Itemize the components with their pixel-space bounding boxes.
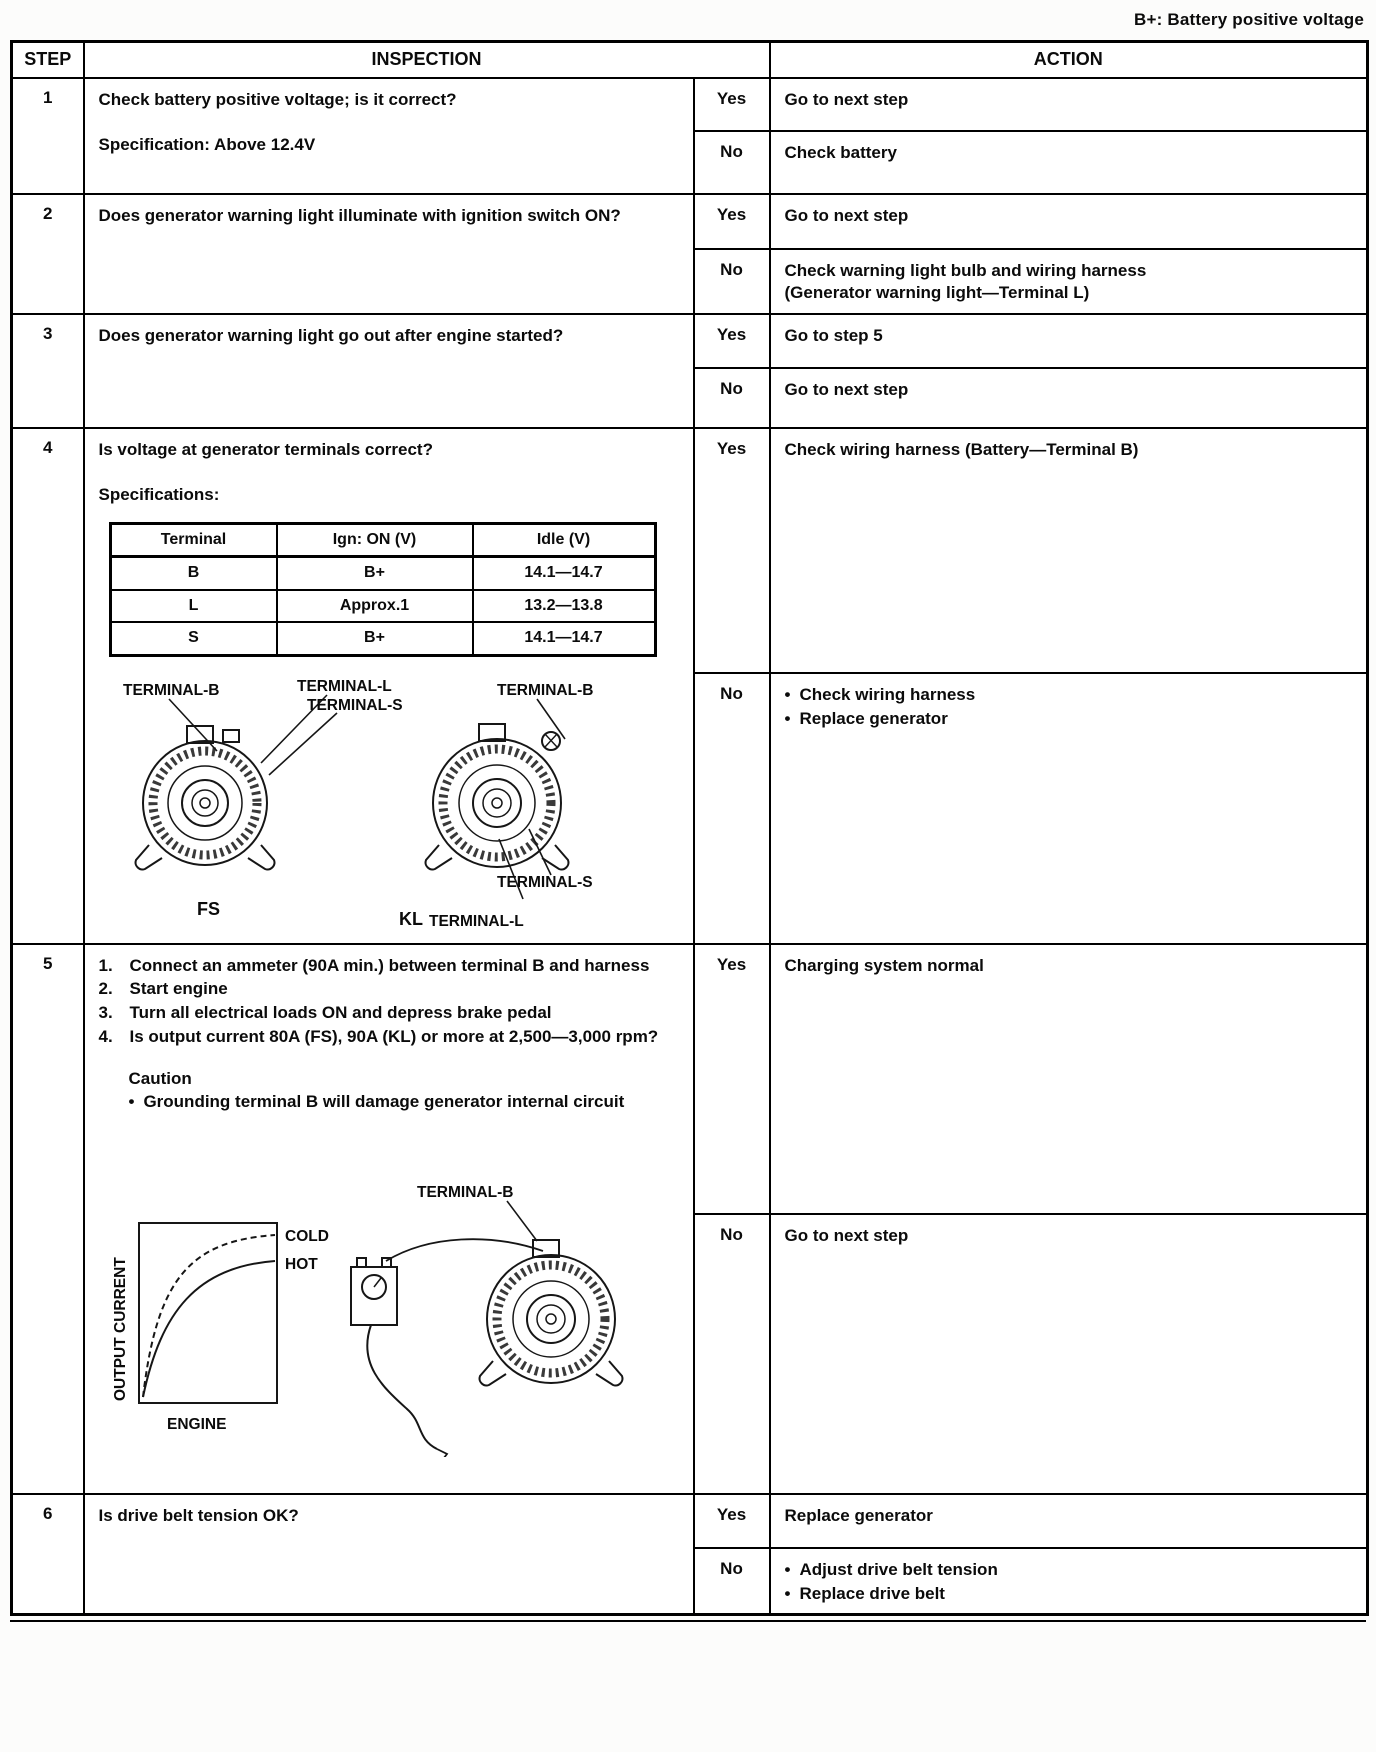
caution-item — [129, 1091, 634, 1113]
item-number: 3. — [98, 1003, 113, 1023]
spec-header-ign-on: Ign: ON (V) — [277, 524, 473, 557]
spec-header-idle: Idle (V) — [473, 524, 656, 557]
step1-yes-label: Yes — [694, 78, 770, 131]
step4-yes-action: Check wiring harness (Battery—Terminal B) — [770, 428, 1368, 673]
step4-spec-title: Specifications: — [98, 485, 220, 505]
troubleshooting-table — [10, 40, 1369, 1616]
caution-text: Grounding terminal B will damage generator internal circuit — [143, 1092, 625, 1112]
step6-no-action-text: Replace drive belt — [799, 1583, 945, 1603]
label-cold: COLD — [284, 1228, 329, 1246]
bullet-glyph: • — [128, 1092, 135, 1112]
figure-labels — [123, 678, 593, 929]
bullet-glyph: • — [784, 708, 791, 728]
step2-yes-row — [12, 194, 1368, 249]
step4-no-action-item — [785, 708, 1357, 730]
step6-no-action-text: Adjust drive belt tension — [799, 1559, 998, 1579]
step3-yes-label: Yes — [694, 314, 770, 368]
step4-question: Is voltage at generator terminals correct? — [98, 439, 433, 459]
spec-cell: B+ — [277, 622, 473, 655]
item-number: 2. — [98, 979, 113, 999]
page-bottom-rule — [10, 1620, 1366, 1622]
step2-question: Does generator warning light illuminate with ignition switch ON? — [98, 205, 621, 225]
step2-inspection-cell — [84, 194, 694, 314]
step2-no-label: No — [694, 249, 770, 314]
terminal-voltage-spec-table — [109, 522, 657, 657]
column-header-action: ACTION — [770, 42, 1368, 78]
output-current-figure — [99, 1177, 683, 1457]
step1-question: Check battery positive voltage; is it correct? — [98, 89, 457, 109]
label-fs-terminal-l: TERMINAL-L — [296, 677, 392, 695]
bullet-glyph: • — [784, 684, 791, 704]
label-hot: HOT — [284, 1256, 318, 1274]
output-current-graph — [139, 1223, 277, 1403]
step3-yes-action: Go to step 5 — [770, 314, 1368, 368]
step6-yes-row — [12, 1494, 1368, 1548]
step6-question: Is drive belt tension OK? — [98, 1505, 299, 1525]
spec-row-b — [110, 557, 655, 590]
step2-yes-action: Go to next step — [770, 194, 1368, 249]
step2-yes-label: Yes — [694, 194, 770, 249]
step3-no-label: No — [694, 368, 770, 428]
label-kl: KL — [398, 908, 423, 929]
step5-item — [99, 1002, 681, 1024]
step5-yes-label: Yes — [694, 944, 770, 1214]
spec-cell: L — [110, 590, 277, 622]
spec-cell: Approx.1 — [277, 590, 473, 622]
step6-no-action-item — [785, 1559, 1357, 1581]
label-fs: FS — [196, 898, 220, 919]
step6-no-label: No — [694, 1548, 770, 1615]
step6-number: 6 — [12, 1494, 84, 1615]
item-number: 4. — [98, 1026, 113, 1046]
spec-cell: 13.2—13.8 — [473, 590, 656, 622]
step3-yes-row — [12, 314, 1368, 368]
step2-no-action-line1: Check warning light bulb and wiring harness — [784, 260, 1147, 280]
step1-yes-row — [12, 78, 1368, 131]
step1-specification: Specification: Above 12.4V — [98, 135, 316, 155]
step2-no-action-line2: (Generator warning light—Terminal L) — [784, 282, 1090, 302]
caution-title: Caution — [128, 1068, 192, 1088]
item-text: Connect an ammeter (90A min.) between terminal B and harness — [129, 955, 650, 975]
step5-procedure-list — [99, 955, 681, 1048]
kl-generator-drawing — [425, 724, 568, 869]
step1-number: 1 — [12, 78, 84, 194]
bullet-glyph: • — [784, 1559, 791, 1579]
item-text: Turn all electrical loads ON and depress brake pedal — [129, 1003, 552, 1023]
spec-header-terminal: Terminal — [110, 524, 277, 557]
step5-no-action: Go to next step — [770, 1214, 1368, 1494]
item-number: 1. — [98, 955, 113, 975]
fs-generator-drawing — [135, 726, 274, 869]
step1-yes-action: Go to next step — [770, 78, 1368, 131]
step3-number: 3 — [12, 314, 84, 428]
step6-yes-label: Yes — [694, 1494, 770, 1548]
step3-no-action: Go to next step — [770, 368, 1368, 428]
label-x-axis: ENGINE — [166, 1416, 226, 1434]
spec-cell: B+ — [277, 557, 473, 590]
step4-inspection-cell — [84, 428, 694, 944]
column-header-inspection: INSPECTION — [84, 42, 770, 78]
spec-cell: 14.1—14.7 — [473, 622, 656, 655]
step4-no-label: No — [694, 673, 770, 944]
spec-cell: B — [110, 557, 277, 590]
table-header-row — [12, 42, 1368, 78]
step5-yes-row — [12, 944, 1368, 1214]
step5-number: 5 — [12, 944, 84, 1494]
label-fs-terminal-s: TERMINAL-S — [306, 696, 403, 714]
step6-no-action — [770, 1548, 1368, 1615]
step6-no-action-item — [785, 1583, 1357, 1605]
step4-no-action-text: Replace generator — [799, 708, 948, 728]
spec-row-l — [110, 590, 655, 622]
leader-line — [507, 1201, 537, 1241]
step6-yes-action: Replace generator — [770, 1494, 1368, 1548]
step1-no-action: Check battery — [770, 131, 1368, 194]
spec-row-s — [110, 622, 655, 655]
caution-block — [129, 1068, 681, 1114]
step2-number: 2 — [12, 194, 84, 314]
step4-no-action — [770, 673, 1368, 944]
step6-inspection-cell — [84, 1494, 694, 1615]
generator-drawing — [479, 1240, 622, 1385]
step5-no-label: No — [694, 1214, 770, 1494]
item-text: Start engine — [129, 979, 228, 999]
label-kl-terminal-l: TERMINAL-L — [428, 912, 524, 929]
spec-cell: S — [110, 622, 277, 655]
column-header-step: STEP — [12, 42, 84, 78]
step4-yes-row — [12, 428, 1368, 673]
step1-no-label: No — [694, 131, 770, 194]
step5-item — [99, 1026, 681, 1048]
wire — [386, 1239, 543, 1261]
battery-voltage-note: B+: Battery positive voltage — [1134, 10, 1364, 29]
label-fs-terminal-b: TERMINAL-B — [122, 681, 219, 699]
bullet-glyph: • — [784, 1583, 791, 1603]
figure-labels — [112, 1184, 513, 1433]
step4-yes-label: Yes — [694, 428, 770, 673]
label-y-axis: OUTPUT CURRENT — [111, 1257, 129, 1402]
label-kl-terminal-s: TERMINAL-S — [496, 873, 593, 891]
step5-item — [99, 955, 681, 977]
ammeter-drawing — [351, 1258, 452, 1457]
step3-question: Does generator warning light go out after engine started? — [98, 325, 564, 345]
step4-no-action-item — [785, 684, 1357, 706]
spec-header-row — [110, 524, 655, 557]
step4-number: 4 — [12, 428, 84, 944]
step5-yes-action: Charging system normal — [770, 944, 1368, 1214]
step3-inspection-cell — [84, 314, 694, 428]
step5-inspection-cell — [84, 944, 694, 1494]
spec-cell: 14.1—14.7 — [473, 557, 656, 590]
step4-no-action-text: Check wiring harness — [799, 684, 976, 704]
step5-item — [99, 978, 681, 1000]
item-text: Is output current 80A (FS), 90A (KL) or more at 2,500—3,000 rpm? — [129, 1026, 659, 1046]
step2-no-action — [770, 249, 1368, 314]
label-kl-terminal-b: TERMINAL-B — [496, 681, 593, 699]
generator-terminals-figure — [99, 677, 683, 929]
step1-inspection-cell — [84, 78, 694, 194]
label-terminal-b: TERMINAL-B — [416, 1184, 513, 1202]
